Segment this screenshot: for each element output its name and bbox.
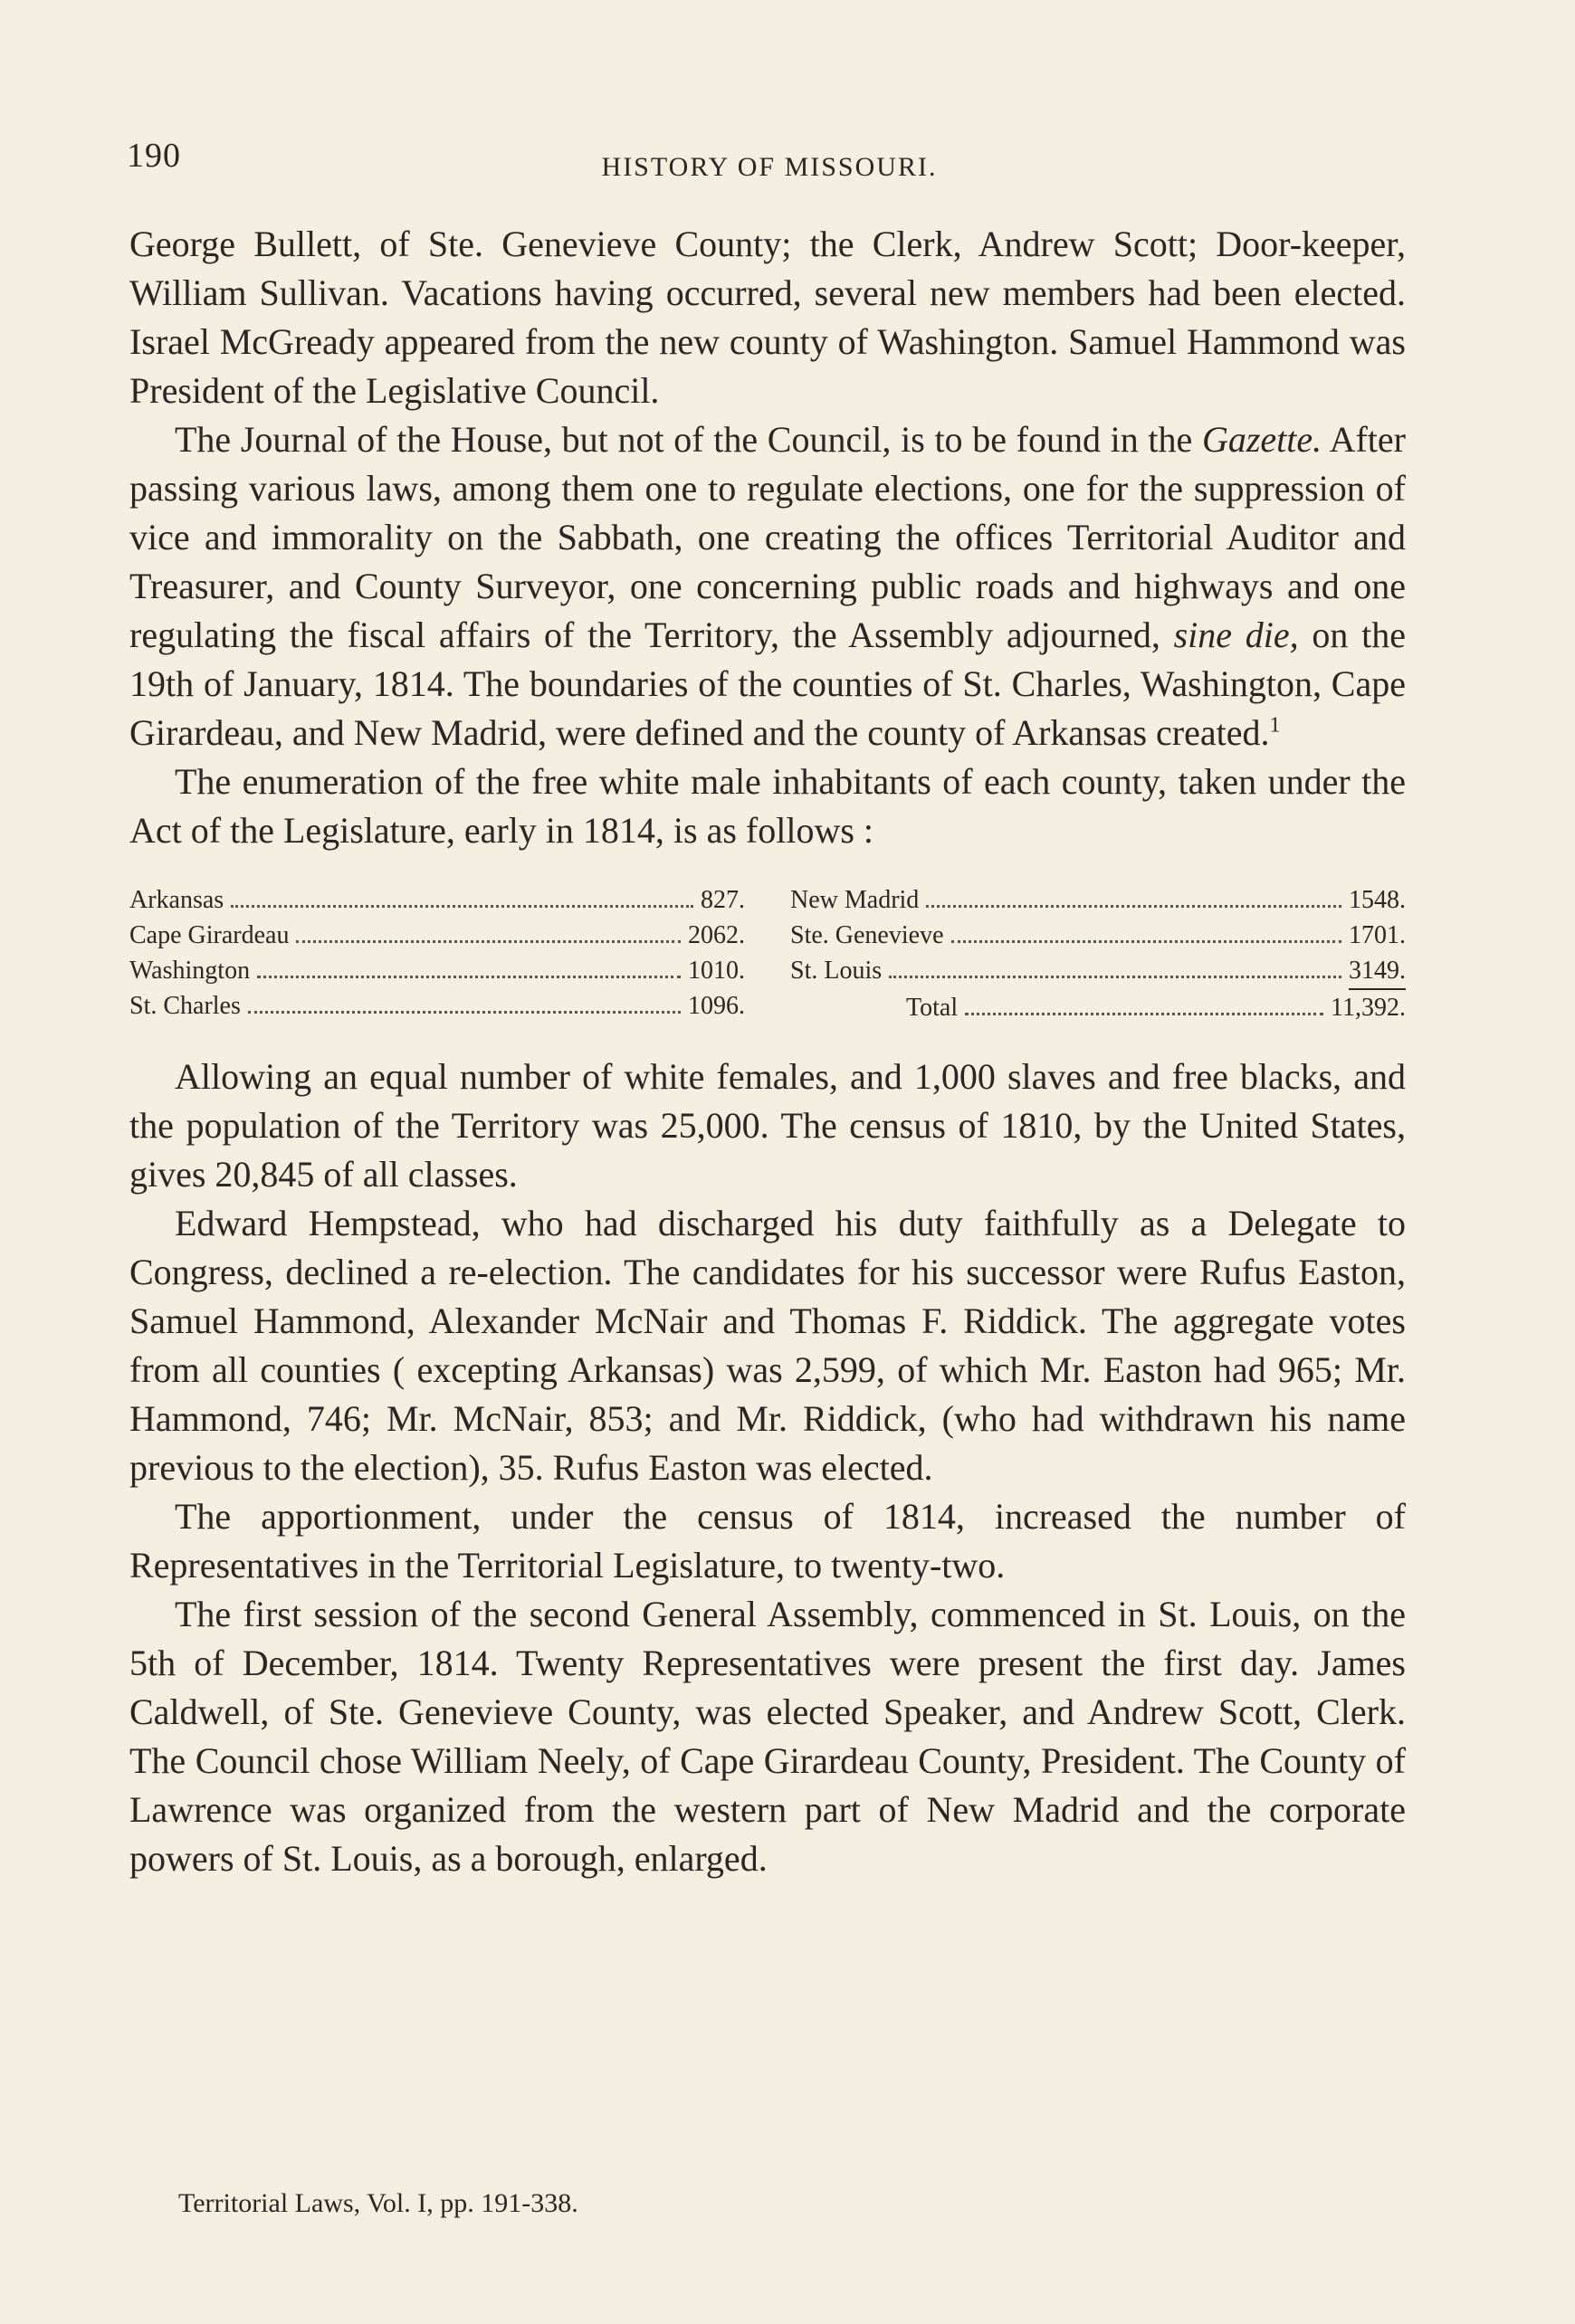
county-name: New Madrid — [790, 886, 920, 914]
paragraph-7: The first session of the second General Assembly, commenced in St. Louis, on the 5th of December, 1814. Twenty Representatives were present the first day. James Caldwell, of Ste. Genevieve County, was elected Speaker, and Andrew Scott, Clerk. The Council chose William Neely, of Cape Girardeau County, President. The County of Lawrence was organized from the western part of New Madrid and the corporate powers of St. Louis, as a borough, enlarged. — [129, 1594, 1406, 1879]
total-value: 11,392. — [1331, 994, 1406, 1022]
census-row — [129, 988, 745, 1024]
running-head: HISTORY OF MISSOURI. — [601, 152, 938, 182]
gazette-italic: Gazette. — [1201, 419, 1322, 460]
leader-dots — [951, 940, 1342, 943]
paragraph-5: Edward Hempstead, who had discharged his duty faithfully as a Delegate to Congress, declined a re-election. The candidates for his successor were Rufus Easton, Samuel Hammond, Alexander McNair and Thomas F. Riddick. The aggregate votes from all counties ( excepting Arkansas) was 2,599, of which Mr. Easton had 965; Mr. Hammond, 746; Mr. McNair, 853; and Mr. Riddick, (who had withdrawn his name previous to the election), 35. Rufus Easton was elected. — [129, 1203, 1406, 1488]
census-table — [129, 882, 1406, 1025]
county-value: 1701. — [1349, 921, 1406, 949]
county-value: 1096. — [688, 992, 745, 1020]
county-name: Cape Girardeau — [129, 921, 290, 949]
census-row — [790, 882, 1406, 918]
leader-dots — [889, 976, 1341, 978]
census-row — [129, 882, 745, 918]
county-value: 1010. — [688, 957, 745, 985]
footnote: Territorial Laws, Vol. I, pp. 191-338. — [178, 2188, 578, 2218]
census-row — [129, 918, 745, 953]
paragraph-3: The enumeration of the free white male inhabitants of each county, taken under the Act of the Legislature, early in 1814, is as follows : — [129, 761, 1406, 851]
body-text — [129, 220, 1406, 1883]
county-value: 3149. — [1349, 953, 1406, 990]
paragraph-2-part-a: The Journal of the House, but not of the Council, is to be found in the — [175, 419, 1202, 460]
page-header — [127, 136, 1412, 190]
census-right-column — [790, 882, 1406, 1025]
county-name: Washington — [129, 957, 251, 985]
leader-dots — [965, 1013, 1323, 1015]
county-value: 1548. — [1349, 886, 1406, 914]
census-row — [790, 918, 1406, 953]
county-name: Ste. Genevieve — [790, 921, 944, 949]
county-value: 2062. — [688, 921, 745, 949]
census-row — [790, 953, 1406, 990]
leader-dots — [296, 940, 681, 943]
census-row — [129, 953, 745, 988]
county-name: St. Charles — [129, 992, 241, 1020]
page-number: 190 — [127, 137, 181, 175]
census-left-column — [129, 882, 745, 1025]
paragraph-4: Allowing an equal number of white females, and 1,000 slaves and free blacks, and the population of the Territory was 25,000. The census of 1810, by the United States, gives 20,845 of all classes. — [129, 1056, 1406, 1195]
paragraph-2-part-c: on the 19th of January, 1814. The boundaries of the counties of St. Charles, Washington, Cape Girardeau, and New Madrid, were defined and the county of Arkansas created. — [129, 614, 1406, 753]
county-value: 827. — [701, 886, 745, 914]
paragraph-6: The apportionment, under the census of 1814, increased the number of Representatives in the Territorial Legislature, to twenty-two. — [129, 1496, 1406, 1586]
footnote-mark: 1 — [1269, 713, 1281, 738]
leader-dots — [231, 905, 693, 908]
census-total-row — [790, 990, 1406, 1025]
total-label: Total — [906, 994, 959, 1022]
paragraph-1: George Bullett, of Ste. Genevieve County; the Clerk, Andrew Scott; Door-keeper, William Sullivan. Vacations having occurred, several new members had been elected. Israel McGready appeared from the new county of Washington. Samuel Hammond was President of the Legislative Council. — [129, 224, 1406, 411]
county-name: Arkansas — [129, 886, 224, 914]
paragraph-2-part-b: After passing various laws, among them one to regulate elections, one for the suppression of vice and immorality on the Sabbath, one creating the offices Territorial Auditor and Treasurer, and County Surveyor, one concerning public roads and highways and one regulating the fiscal affairs of the Territory, the Assembly adjourned, — [129, 419, 1406, 655]
sine-die-italic: sine die, — [1173, 614, 1299, 655]
leader-dots — [248, 1011, 681, 1014]
leader-dots — [257, 976, 681, 978]
county-name: St. Louis — [790, 957, 883, 985]
paragraph-2 — [129, 415, 1406, 757]
leader-dots — [926, 905, 1341, 908]
